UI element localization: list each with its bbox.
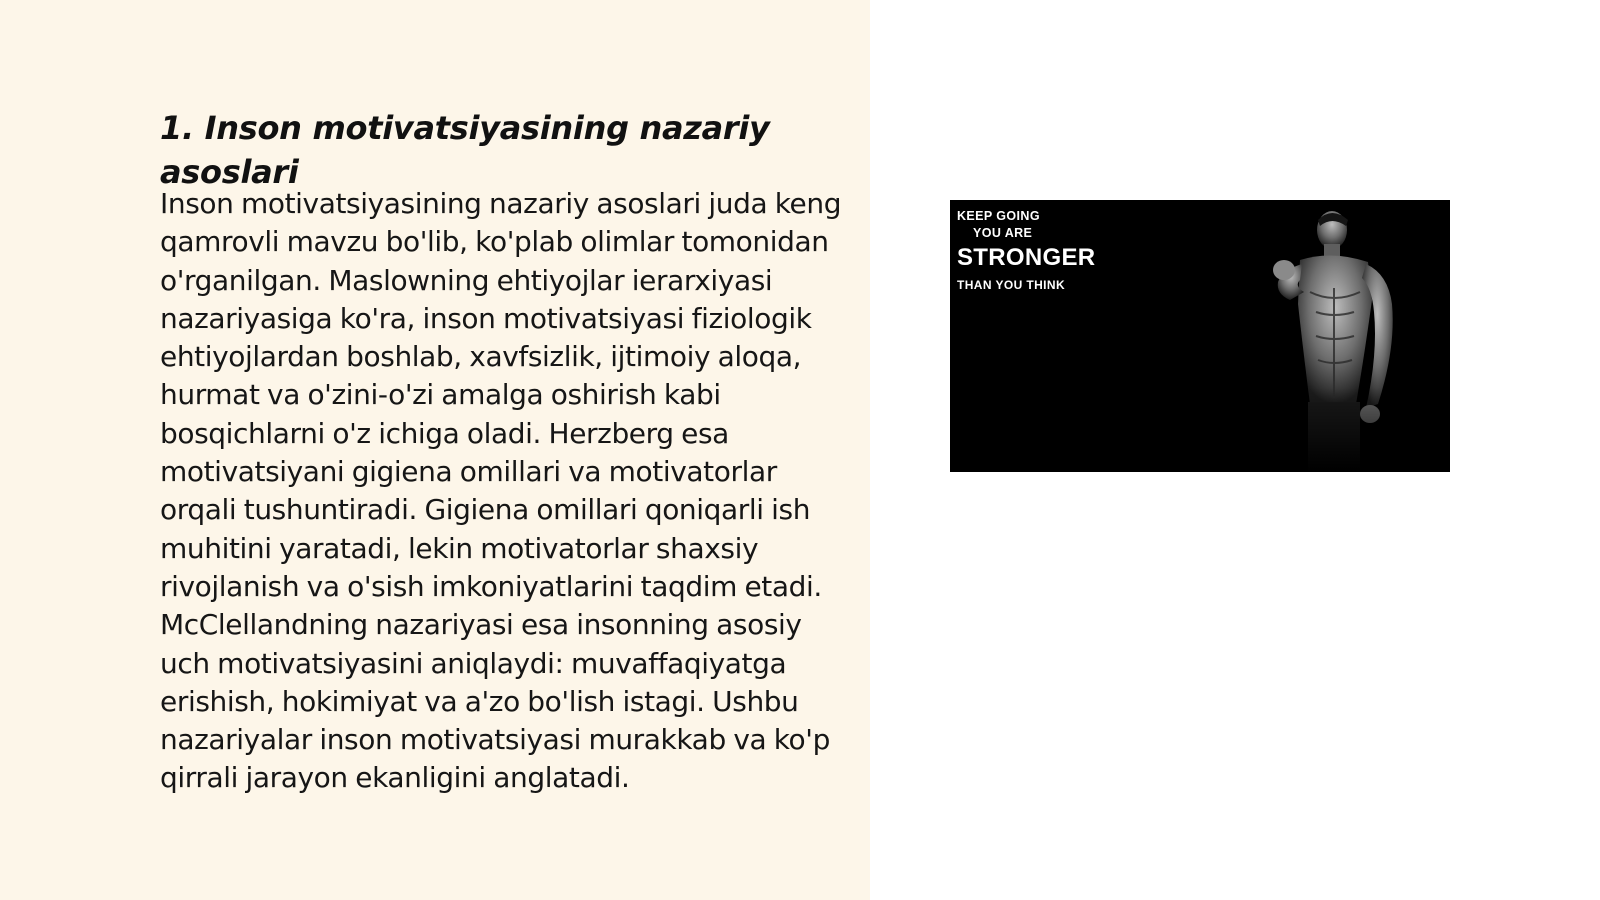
poster-line-you-are: YOU ARE (973, 226, 1033, 240)
poster-line-stronger: STRONGER (957, 244, 1096, 271)
boxer-figure-icon (1260, 208, 1410, 472)
poster-line-keep-going: KEEP GOING (957, 209, 1040, 223)
slide-body-text: Inson motivatsiyasining nazariy asoslari juda keng qamrovli mavzu bo'lib, ko'plab olimlar tomonidan o'rganilgan. Maslowning ehtiyojlar ierarxiyasi nazariyasiga ko'ra, inson motivatsiyasi fiziologik ehtiyojlardan boshlab, xavfsizlik, ijtimoiy aloqa, hurmat va o'zini-o'zi amalga oshirish kabi bosqichlarni o'z ichiga oladi. Herzberg esa motivatsiyani gigiena omillari va motivatorlar orqali tushuntiradi. Gigiena omillari qoniqarli ish muhitini yaratadi, lekin motivatorlar shaxsiy rivojlanish va o'sish imkoniyatlarini taqdim etadi. McClellandning nazariyasi esa insonning asosiy uch motivatsiyasini aniqlaydi: muvaffaqiyatga erishish, hokimiyat va a'zo bo'lish istagi. Ushbu nazariyalar inson motivatsiyasi murakkab va ko'p qirrali jarayon ekanligini anglatadi. (160, 187, 842, 795)
slide-heading: 1. Inson motivatsiyasining nazariy asoslari (160, 109, 770, 191)
motivational-poster-image (950, 200, 1450, 472)
poster-line-than-you-think: THAN YOU THINK (957, 278, 1066, 292)
